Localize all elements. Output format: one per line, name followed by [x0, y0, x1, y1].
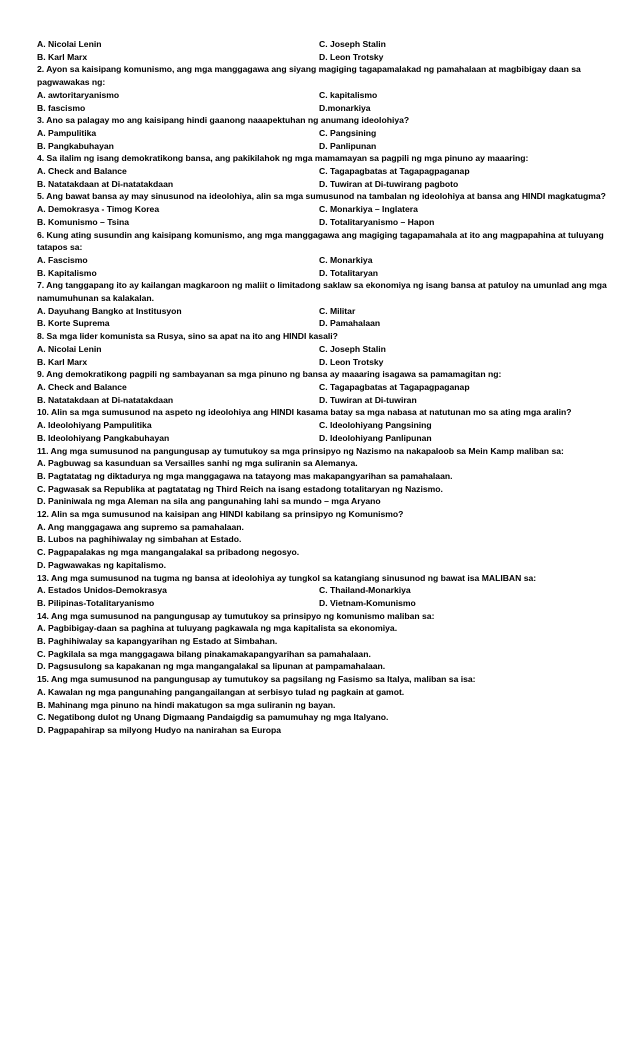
choice-right: D.monarkiya [319, 102, 371, 113]
choice-right: C. kapitalismo [319, 89, 378, 100]
choice-left: B. Korte Suprema [37, 318, 110, 329]
choice-row [37, 597, 607, 610]
choice-left: A. Check and Balance [37, 166, 127, 177]
choice-right: D. Totalitaryanismo – Hapon [319, 216, 435, 227]
text-line: C. Pagpapalakas ng mga mangangalakal sa pribadong negosyo. [37, 547, 300, 558]
choice-left: B. Pilipinas-Totalitaryanismo [37, 597, 155, 608]
choice-row [37, 356, 607, 369]
text-line: D. Pagpapahirap sa milyong Hudyo na nanirahan sa Europa [37, 724, 282, 735]
choice-right: C. Joseph Stalin [319, 343, 386, 354]
text-line: B. Mahinang mga pinuno na hindi makatugon sa mga suliranin ng bayan. [37, 699, 336, 710]
text-line: A. Kawalan ng mga pangunahing pangangailangan at serbisyo tulad ng pagkain at gamot. [37, 686, 405, 697]
choice-left: A. Fascismo [37, 254, 88, 265]
choice-row [37, 394, 607, 407]
quiz-page [37, 38, 607, 737]
choice-left: A. Demokrasya - Timog Korea [37, 204, 160, 215]
text-line: A. Ang manggagawa ang supremo sa pamahalaan. [37, 521, 244, 532]
text-line: A. Pagbibigay-daan sa paghina at tuluyang pagkawala ng mga kapitalista sa ekonomiya. [37, 623, 398, 634]
choice-right: C. Militar [319, 305, 356, 316]
choice-row [37, 178, 607, 191]
choice-row [37, 381, 607, 394]
choice-left: B. Komunismo – Tsina [37, 216, 129, 227]
choice-left: B. Karl Marx [37, 51, 88, 62]
choice-left: A. Nicolai Lenin [37, 343, 102, 354]
choice-right: D. Leon Trotsky [319, 356, 384, 367]
choice-row [37, 127, 607, 140]
text-line: C. Pagwasak sa Republika at pagtatatag ng Third Reich na isang estadong totalitaryan ng Nazismo. [37, 483, 443, 494]
choice-right: D. Vietnam-Komunismo [319, 597, 416, 608]
choice-row [37, 419, 607, 432]
choice-row [37, 89, 607, 102]
question-text: 6. Kung ating susundin ang kaisipang komunismo, ang mga manggagawa ang magiging tagapamahala at ito ang magpapahina at tuluyang tatapos sa: [37, 229, 604, 253]
choice-right: D. Totalitaryan [319, 267, 379, 278]
choice-row [37, 432, 607, 445]
choice-left: B. fascismo [37, 102, 86, 113]
question-text: 4. Sa ilalim ng isang demokratikong bansa, ang pakikilahok ng mga mamamayan sa pagpili ng mga pinuno ay maaaring: [37, 153, 529, 164]
choice-right: C. Tagapagbatas at Tagapagpaganap [319, 166, 470, 177]
choice-row [37, 267, 607, 280]
question-text: 14. Ang mga sumusunod na pangungusap ay tumutukoy sa prinsipyo ng komunismo maliban sa: [37, 610, 435, 621]
choice-right: C. Joseph Stalin [319, 39, 386, 49]
choice-left: A. awtoritaryanismo [37, 89, 120, 100]
choice-right: C. Pangsining [319, 127, 377, 138]
text-line: A. Pagbuwag sa kasunduan sa Versailles sanhi ng mga suliranin sa Alemanya. [37, 458, 358, 469]
text-line: B. Lubos na paghihiwalay ng simbahan at Estado. [37, 534, 242, 545]
choice-row [37, 343, 607, 356]
text-line: D. Pagsusulong sa kapakanan ng mga mangangalakal sa lipunan at pampamahalaan. [37, 661, 386, 672]
choice-left: B. Pangkabuhayan [37, 140, 114, 151]
question-text: 12. Alin sa mga sumusunod na kaisipan ang HINDI kabilang sa prinsipyo ng Komunismo? [37, 509, 404, 520]
choice-left: B. Ideolohiyang Pangkabuhayan [37, 432, 170, 443]
choice-row [37, 317, 607, 330]
choice-left: B. Natatakdaan at Di-natatakdaan [37, 394, 174, 405]
question-text: 8. Sa mga lider komunista sa Rusya, sino sa apat na ito ang HINDI kasali? [37, 331, 338, 342]
question-text: 7. Ang tanggapang ito ay kailangan magkaroon ng maliit o limitadong saklaw sa ekonomiya ng isang bansa at patuloy na umunlad ang mga namumuhunan sa kalakalan. [37, 280, 607, 304]
question-text: 3. Ano sa palagay mo ang kaisipang hindi gaanong naaapektuhan ng anumang ideolohiya? [37, 115, 410, 126]
choice-left: A. Dayuhang Bangko at Institusyon [37, 305, 182, 316]
choice-right: C. Ideolohiyang Pangsining [319, 420, 432, 431]
choice-right: D. Panlipunan [319, 140, 377, 151]
choice-right: C. Monarkiya – Inglatera [319, 204, 418, 215]
choice-right: C. Thailand-Monarkiya [319, 585, 411, 596]
choice-right: C. Tagapagbatas at Tagapagpaganap [319, 381, 470, 392]
choice-row [37, 140, 607, 153]
choice-row [37, 51, 607, 64]
choice-right: C. Monarkiya [319, 254, 373, 265]
choice-right: D. Ideolohiyang Panlipunan [319, 432, 432, 443]
choice-left: B. Karl Marx [37, 356, 88, 367]
choice-left: A. Check and Balance [37, 381, 127, 392]
text-line: B. Pagtatatag ng diktadurya ng mga manggagawa na tatayong mas makapangyarihan sa pamahalaan. [37, 470, 453, 481]
question-text: 15. Ang mga sumusunod na pangungusap ay tumutukoy sa pagsilang ng Fasismo sa Italya, maliban sa isa: [37, 674, 476, 685]
choice-right: D. Leon Trotsky [319, 51, 384, 62]
choice-left: A. Pampulitika [37, 127, 97, 138]
choice-right: D. Pamahalaan [319, 318, 381, 329]
question-text: 13. Ang mga sumusunod na tugma ng bansa at ideolohiya ay tungkol sa katangiang sinusunod ng bawat isa MALIBAN sa: [37, 572, 537, 583]
question-text: 5. Ang bawat bansa ay may sinusunod na ideolohiya, alin sa mga sumusunod na tambalan ng ideolohiya at bansa ang HINDI magkatugma? [37, 191, 606, 202]
choice-left: B. Kapitalismo [37, 267, 97, 278]
choice-right: D. Tuwiran at Di-tuwiran [319, 394, 417, 405]
text-line: C. Negatibong dulot ng Unang Digmaang Pandaigdig sa pamumuhay ng mga Italyano. [37, 712, 389, 723]
question-text: 2. Ayon sa kaisipang komunismo, ang mga manggagawa ang siyang magiging tagapamalakad ng pamahalaan at magbibigay daan sa pagwawakas ng: [37, 64, 581, 88]
choice-row [37, 165, 607, 178]
question-text: 9. Ang demokratikong pagpili ng sambayanan sa mga pinuno ng bansa ay maaaring isagawa sa pamamagitan ng: [37, 369, 502, 380]
choice-row [37, 584, 607, 597]
choice-left: A. Estados Unidos-Demokrasya [37, 585, 167, 596]
choice-row [37, 38, 607, 51]
choice-left: B. Natatakdaan at Di-natatakdaan [37, 178, 174, 189]
choice-row [37, 254, 607, 267]
text-line: D. Paniniwala ng mga Aleman na sila ang pangunahing lahi sa mundo – mga Aryano [37, 496, 381, 507]
text-line: C. Pagkilala sa mga manggagawa bilang pinakamakapangyarihan sa pamahalaan. [37, 648, 371, 659]
choice-left: A. Nicolai Lenin [37, 39, 102, 49]
question-text: 11. Ang mga sumusunod na pangungusap ay tumutukoy sa mga prinsipyo ng Nazismo na nakapaloob sa Mein Kamp maliban sa: [37, 445, 564, 456]
choice-row [37, 216, 607, 229]
choice-row [37, 203, 607, 216]
choice-right: D. Tuwiran at Di-tuwirang pagboto [319, 178, 459, 189]
choice-row [37, 305, 607, 318]
question-text: 10. Alin sa mga sumusunod na aspeto ng ideolohiya ang HINDI kasama batay sa mga nabasa at natutunan mo sa ating mga aralin? [37, 407, 572, 418]
text-line: B. Paghihiwalay sa kapangyarihan ng Estado at Simbahan. [37, 636, 278, 647]
text-line: D. Pagwawakas ng kapitalismo. [37, 559, 166, 570]
choice-row [37, 102, 607, 115]
choice-left: A. Ideolohiyang Pampulitika [37, 420, 152, 431]
